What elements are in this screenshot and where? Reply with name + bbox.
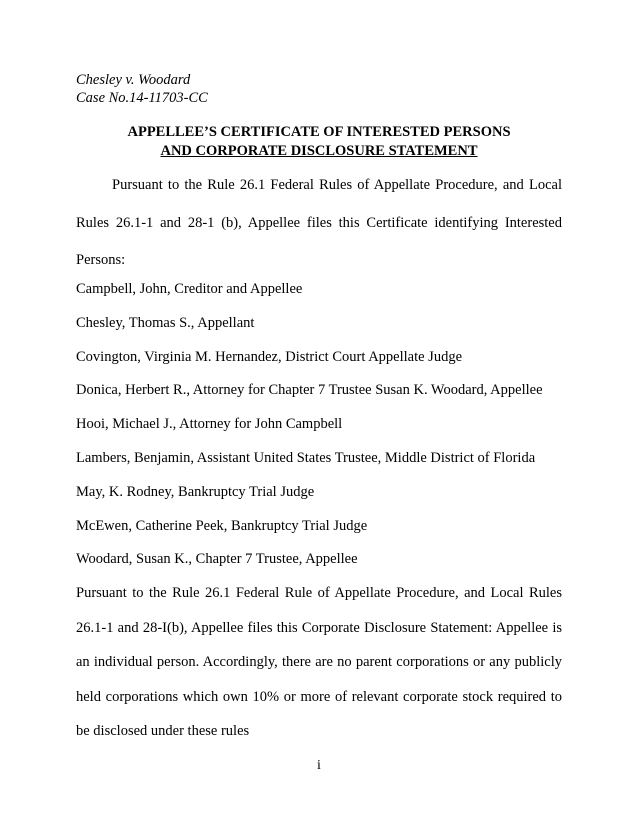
case-name: Chesley v. Woodard	[76, 72, 191, 88]
list-item: Chesley, Thomas S., Appellant	[76, 314, 255, 331]
list-item: Woodard, Susan K., Chapter 7 Trustee, Appellee	[76, 551, 358, 568]
disclosure-paragraph: Pursuant to the Rule 26.1 Federal Rule of Appellate Procedure, and Local Rules 26.1-1 and 28-I(b), Appellee files this Corporate Disclosure Statement: Appellee is an individual person. Accordingly, there are no parent corporations or any publicly held corporations which own 10% or more of relevant corporate stock required to be disclosed under these rules	[76, 585, 562, 739]
list-item: Donica, Herbert R., Attorney for Chapter 7 Trustee Susan K. Woodard, Appellee	[76, 382, 543, 399]
list-item: Campbell, John, Creditor and Appellee	[76, 281, 303, 297]
document-title	[76, 123, 562, 161]
title-line-2-text: AND CORPORATE DISCLOSURE STATEMENT	[160, 143, 478, 159]
title-line-2	[76, 142, 562, 161]
list-item: May, K. Rodney, Bankruptcy Trial Judge	[76, 483, 315, 500]
interested-persons-list	[76, 273, 562, 577]
list-item: Lambers, Benjamin, Assistant United States Trustee, Middle District of Florida	[76, 449, 536, 466]
list-item: Hooi, Michael J., Attorney for John Campbell	[76, 416, 343, 433]
title-line-1: APPELLEE’S CERTIFICATE OF INTERESTED PERSONS	[127, 124, 511, 140]
case-number: Case No.14-11703-CC	[76, 90, 208, 106]
page-number: i	[317, 758, 321, 773]
intro-paragraph: Pursuant to the Rule 26.1 Federal Rules of Appellate Procedure, and Local Rules 26.1-1 and 28-1 (b), Appellee files this Certificate identifying Interested Persons:	[76, 177, 562, 268]
list-item: Covington, Virginia M. Hernandez, District Court Appellate Judge	[76, 348, 463, 365]
list-item: McEwen, Catherine Peek, Bankruptcy Trial Judge	[76, 517, 368, 534]
case-caption	[76, 71, 208, 107]
